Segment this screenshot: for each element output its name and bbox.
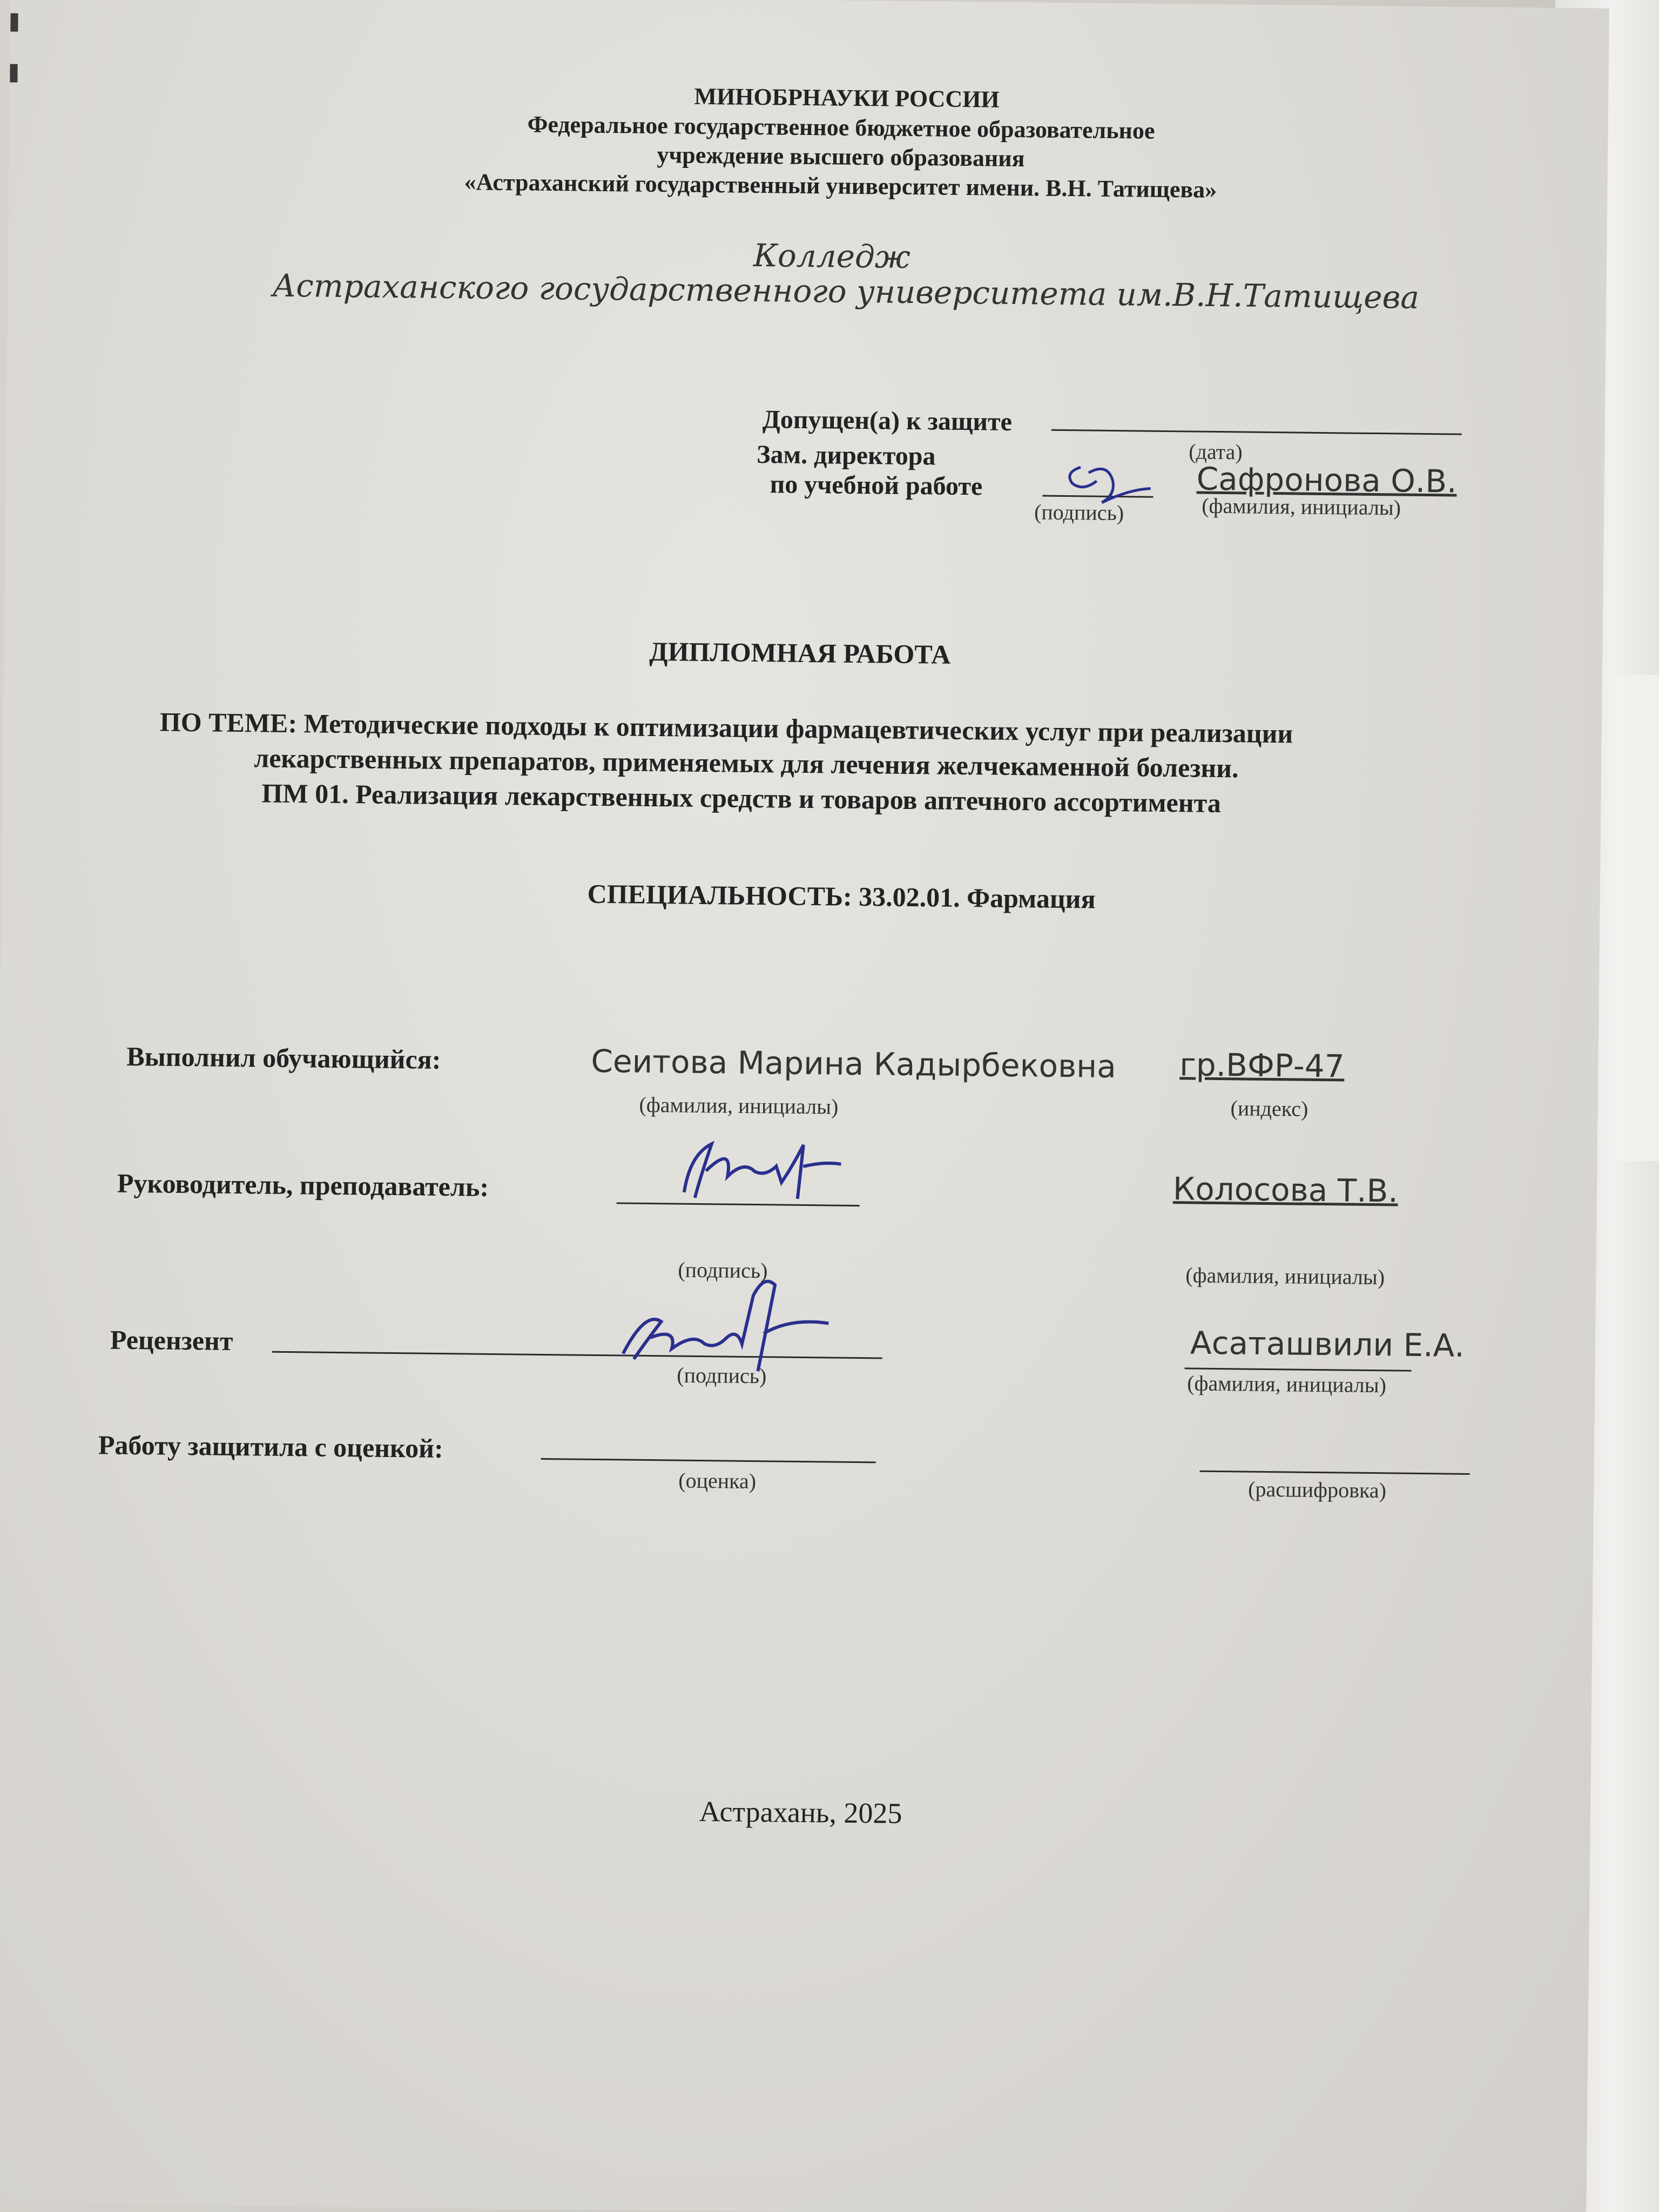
reviewer-name: Асаташвили Е.А.: [1190, 1324, 1465, 1364]
topic-line-2: лекарственных препаратов, применяемых для лечения желчекаменной болезни.: [253, 743, 1239, 784]
college-line-2: Астраханского государственного университета им.В.Н.Татищева: [272, 267, 1420, 316]
document-title: ДИПЛОМНАЯ РАБОТА: [649, 636, 951, 670]
deputy-signature-caption: (подпись): [1034, 500, 1124, 525]
supervisor-name-caption: (фамилия, инициалы): [1185, 1263, 1385, 1290]
date-caption: (дата): [1189, 439, 1243, 464]
college-line-1: Колледж: [753, 237, 911, 275]
topic-line-1: ПО ТЕМЕ: Методические подходы к оптимизации фармацевтических услуг при реализации: [159, 706, 1293, 749]
student-group-caption: (индекс): [1230, 1096, 1309, 1121]
ministry-title: МИНОБРНАУКИ РОССИИ: [694, 83, 1000, 113]
decoding-line: [1199, 1471, 1469, 1475]
reviewer-signature-caption: (подпись): [677, 1363, 767, 1388]
reviewer-label: Рецензент: [110, 1324, 233, 1356]
decoding-caption: (расшифровка): [1247, 1476, 1387, 1503]
city-year: Астрахань, 2025: [699, 1795, 902, 1830]
deputy-label-2: по учебной работе: [770, 470, 983, 501]
deputy-name-caption: (фамилия, инициалы): [1202, 493, 1401, 520]
grade-caption: (оценка): [678, 1468, 757, 1494]
student-group: гр.ВФР-47: [1179, 1046, 1345, 1085]
specialty: СПЕЦИАЛЬНОСТЬ: 33.02.01. Фармация: [587, 878, 1096, 914]
institution-line-1: Федеральное государственное бюджетное образовательное: [527, 111, 1155, 144]
reviewer-name-caption: (фамилия, инициалы): [1186, 1371, 1387, 1398]
admitted-label: Допущен(а) к защите: [762, 405, 1013, 436]
student-name-caption: (фамилия, инициалы): [639, 1092, 839, 1119]
student-label: Выполнил обучающийся:: [126, 1041, 441, 1075]
background-sheet-highlight: [1615, 675, 1659, 1161]
defense-label: Работу защитила с оценкой:: [98, 1429, 443, 1464]
supervisor-name: Колосова Т.В.: [1172, 1170, 1399, 1210]
topic-line-3: ПМ 01. Реализация лекарственных средств и товаров аптечного ассортимента: [261, 778, 1222, 819]
supervisor-signature: [667, 1111, 847, 1220]
deputy-name: Сафронова О.В.: [1196, 460, 1457, 500]
supervisor-signature-caption: (подпись): [678, 1257, 768, 1283]
institution-line-3: «Астраханский государственный университет имени. В.Н. Татищева»: [464, 168, 1217, 203]
binding-marks: [10, 13, 18, 110]
student-name: Сеитова Марина Кадырбековна: [591, 1042, 1117, 1085]
supervisor-label: Руководитель, преподаватель:: [117, 1168, 489, 1202]
deputy-label-1: Зам. директора: [756, 440, 936, 471]
grade-line: [541, 1458, 876, 1463]
institution-line-2: учреждение высшего образования: [657, 141, 1025, 172]
admitted-date-line: [1051, 429, 1462, 435]
